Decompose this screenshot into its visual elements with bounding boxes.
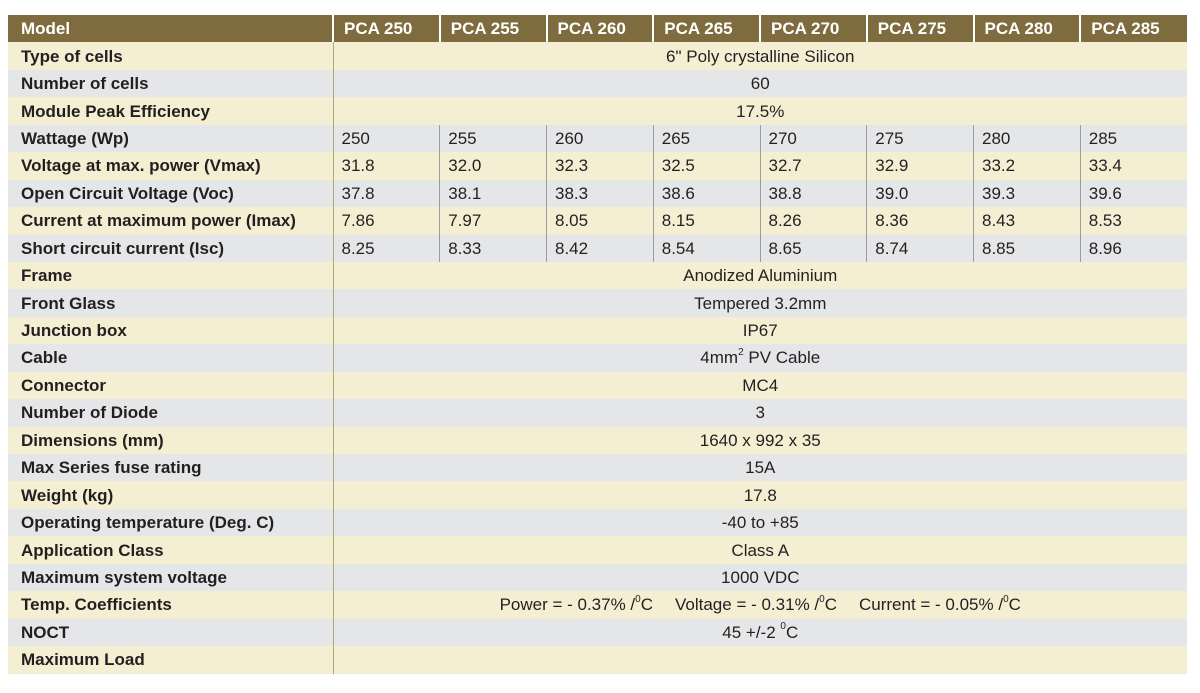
model-header: Model bbox=[8, 15, 333, 42]
cell-value: 8.43 bbox=[974, 207, 1081, 234]
celsius-unit: C bbox=[640, 595, 653, 615]
noct-value: 45 +/-2 bbox=[722, 622, 781, 642]
table-row bbox=[8, 481, 1187, 508]
cell-value: 8.54 bbox=[653, 235, 760, 262]
table-row bbox=[8, 591, 1187, 618]
cable-type: PV Cable bbox=[743, 348, 821, 368]
current-coefficient: Current = - 0.05% / bbox=[858, 595, 1004, 615]
cell-value: 265 bbox=[653, 125, 760, 152]
spec-table bbox=[8, 15, 1187, 674]
row-value: 60 bbox=[333, 70, 1187, 97]
row-label: Number of Diode bbox=[8, 399, 333, 426]
row-value: Tempered 3.2mm bbox=[333, 289, 1187, 316]
cell-value: 8.25 bbox=[333, 235, 440, 262]
table-row bbox=[8, 344, 1187, 371]
row-label: Maximum Load bbox=[8, 646, 333, 673]
cell-value: 37.8 bbox=[333, 180, 440, 207]
cell-value: 39.6 bbox=[1080, 180, 1187, 207]
row-value: 17.5% bbox=[333, 97, 1187, 124]
cell-value: 8.74 bbox=[867, 235, 974, 262]
table-row bbox=[8, 97, 1187, 124]
row-label: Temp. Coefficients bbox=[8, 591, 333, 618]
cell-value: 7.86 bbox=[333, 207, 440, 234]
row-value: 17.8 bbox=[333, 481, 1187, 508]
celsius-unit: C bbox=[1008, 595, 1021, 615]
model-column-header: PCA 250 bbox=[333, 15, 440, 42]
model-column-header: PCA 255 bbox=[440, 15, 547, 42]
row-label: Open Circuit Voltage (Voc) bbox=[8, 180, 333, 207]
cell-value: 250 bbox=[333, 125, 440, 152]
row-value: Anodized Aluminium bbox=[333, 262, 1187, 289]
row-label: Current at maximum power (Imax) bbox=[8, 207, 333, 234]
table-row bbox=[8, 454, 1187, 481]
cell-value: 38.8 bbox=[760, 180, 867, 207]
table-row bbox=[8, 564, 1187, 591]
table-row bbox=[8, 317, 1187, 344]
degree-superscript: 0 bbox=[1003, 593, 1009, 605]
table-row bbox=[8, 70, 1187, 97]
model-column-header: PCA 275 bbox=[867, 15, 974, 42]
table-row bbox=[8, 42, 1187, 69]
table-row bbox=[8, 427, 1187, 454]
cell-value: 39.0 bbox=[867, 180, 974, 207]
cell-value: 7.97 bbox=[440, 207, 547, 234]
cell-value: 8.42 bbox=[547, 235, 654, 262]
model-column-header: PCA 285 bbox=[1080, 15, 1187, 42]
row-label: NOCT bbox=[8, 619, 333, 646]
model-column-header: PCA 265 bbox=[653, 15, 760, 42]
table-row bbox=[8, 646, 1187, 673]
cell-value: 39.3 bbox=[974, 180, 1081, 207]
table-row bbox=[8, 536, 1187, 563]
row-value: -40 to +85 bbox=[333, 509, 1187, 536]
cell-value: 8.26 bbox=[760, 207, 867, 234]
row-value: 6" Poly crystalline Silicon bbox=[333, 42, 1187, 69]
cell-value: 32.3 bbox=[547, 152, 654, 179]
table-row bbox=[8, 619, 1187, 646]
row-label: Front Glass bbox=[8, 289, 333, 316]
row-label: Application Class bbox=[8, 536, 333, 563]
table-row bbox=[8, 180, 1187, 207]
power-coefficient: Power = - 0.37% / bbox=[499, 595, 636, 615]
row-label: Cable bbox=[8, 344, 333, 371]
cell-value: 255 bbox=[440, 125, 547, 152]
cell-value: 31.8 bbox=[333, 152, 440, 179]
header-row bbox=[8, 15, 1187, 42]
row-label: Frame bbox=[8, 262, 333, 289]
cell-value: 275 bbox=[867, 125, 974, 152]
row-value: 15A bbox=[333, 454, 1187, 481]
table-row bbox=[8, 399, 1187, 426]
row-value: 1000 VDC bbox=[333, 564, 1187, 591]
row-value bbox=[333, 646, 1187, 673]
celsius-unit: C bbox=[785, 622, 799, 642]
cell-value: 260 bbox=[547, 125, 654, 152]
cell-value: 32.0 bbox=[440, 152, 547, 179]
row-value bbox=[333, 344, 1187, 371]
degree-superscript: 0 bbox=[780, 621, 786, 633]
cell-value: 33.4 bbox=[1080, 152, 1187, 179]
row-label: Max Series fuse rating bbox=[8, 454, 333, 481]
degree-superscript: 0 bbox=[635, 593, 641, 605]
row-value: 1640 x 992 x 35 bbox=[333, 427, 1187, 454]
cell-value: 32.7 bbox=[760, 152, 867, 179]
cell-value: 33.2 bbox=[974, 152, 1081, 179]
row-label: Number of cells bbox=[8, 70, 333, 97]
cell-value: 8.33 bbox=[440, 235, 547, 262]
cell-value: 270 bbox=[760, 125, 867, 152]
row-label: Wattage (Wp) bbox=[8, 125, 333, 152]
row-label: Voltage at max. power (Vmax) bbox=[8, 152, 333, 179]
cell-value: 8.36 bbox=[867, 207, 974, 234]
cell-value: 8.05 bbox=[547, 207, 654, 234]
squared-superscript: 2 bbox=[738, 346, 744, 358]
table-row bbox=[8, 207, 1187, 234]
table-row bbox=[8, 235, 1187, 262]
table-row bbox=[8, 125, 1187, 152]
row-value bbox=[333, 591, 1187, 618]
table-row bbox=[8, 262, 1187, 289]
cable-size: 4mm bbox=[700, 348, 739, 368]
row-value: Class A bbox=[333, 536, 1187, 563]
cell-value: 8.96 bbox=[1080, 235, 1187, 262]
row-label: Weight (kg) bbox=[8, 481, 333, 508]
row-label: Operating temperature (Deg. C) bbox=[8, 509, 333, 536]
voltage-coefficient: Voltage = - 0.31% / bbox=[675, 595, 820, 615]
model-column-header: PCA 270 bbox=[760, 15, 867, 42]
table-row bbox=[8, 372, 1187, 399]
row-value: IP67 bbox=[333, 317, 1187, 344]
cell-value: 38.6 bbox=[653, 180, 760, 207]
celsius-unit: C bbox=[824, 595, 837, 615]
cell-value: 8.85 bbox=[974, 235, 1081, 262]
cell-value: 280 bbox=[974, 125, 1081, 152]
row-label: Connector bbox=[8, 372, 333, 399]
cell-value: 8.15 bbox=[653, 207, 760, 234]
cell-value: 8.53 bbox=[1080, 207, 1187, 234]
cell-value: 38.3 bbox=[547, 180, 654, 207]
table-row bbox=[8, 509, 1187, 536]
row-label: Dimensions (mm) bbox=[8, 427, 333, 454]
degree-superscript: 0 bbox=[819, 593, 825, 605]
cell-value: 32.9 bbox=[867, 152, 974, 179]
row-label: Type of cells bbox=[8, 42, 333, 69]
cell-value: 32.5 bbox=[653, 152, 760, 179]
table-row bbox=[8, 289, 1187, 316]
cell-value: 8.65 bbox=[760, 235, 867, 262]
row-value: 3 bbox=[333, 399, 1187, 426]
row-label: Junction box bbox=[8, 317, 333, 344]
row-label: Module Peak Efficiency bbox=[8, 97, 333, 124]
row-label: Maximum system voltage bbox=[8, 564, 333, 591]
model-column-header: PCA 260 bbox=[547, 15, 654, 42]
row-label: Short circuit current (Isc) bbox=[8, 235, 333, 262]
row-value bbox=[333, 619, 1187, 646]
table-row bbox=[8, 152, 1187, 179]
row-value: MC4 bbox=[333, 372, 1187, 399]
cell-value: 285 bbox=[1080, 125, 1187, 152]
model-column-header: PCA 280 bbox=[974, 15, 1081, 42]
cell-value: 38.1 bbox=[440, 180, 547, 207]
